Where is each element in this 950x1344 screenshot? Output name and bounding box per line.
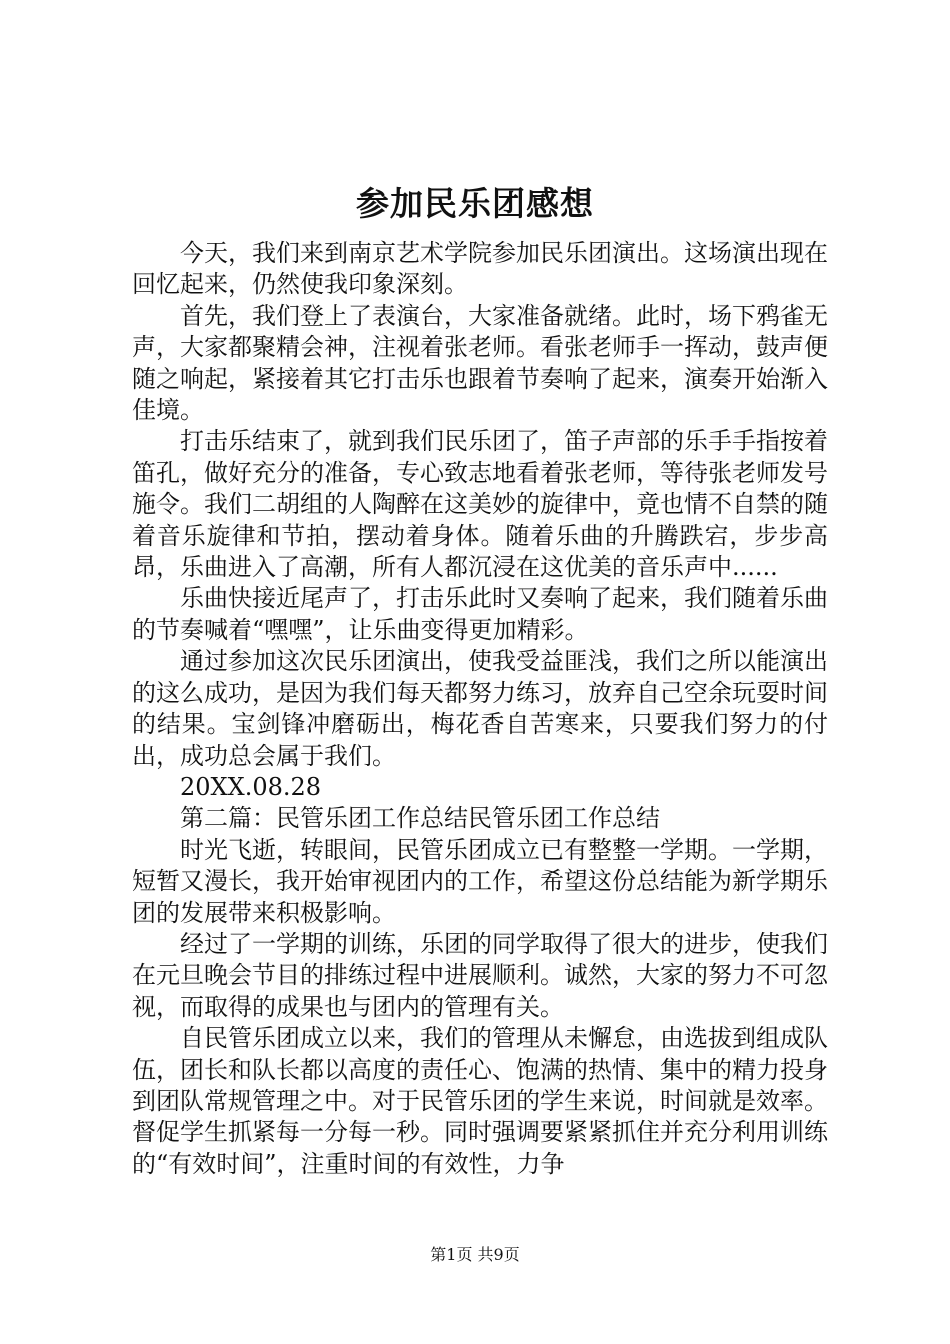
- paragraph: 乐曲快接近尾声了，打击乐此时又奏响了起来，我们随着乐曲的节奏喊着“嘿嘿”，让乐曲变得更加精彩。: [132, 584, 828, 644]
- section-heading: 第二篇：民管乐团工作总结民管乐团工作总结: [180, 804, 660, 833]
- paragraph: 首先，我们登上了表演台，大家准备就绪。此时，场下鸦雀无声，大家都聚精会神，注视着张老师。看张老师手一挥动，鼓声便随之响起，紧接着其它打击乐也跟着节奏响了起来，演奏开始渐入佳境。: [132, 301, 828, 425]
- document-body: [132, 238, 828, 1180]
- paragraph: 打击乐结束了，就到我们民乐团了，笛子声部的乐手手指按着笛孔，做好充分的准备，专心致志地看着张老师，等待张老师发号施令。我们二胡组的人陶醉在这美妙的旋律中，竟也情不自禁的随着音乐旋律和节拍，摆动着身体。随着乐曲的升腾跌宕，步步高昂，乐曲进入了高潮，所有人都沉浸在这优美的音乐声中......: [132, 427, 828, 582]
- paragraph: 通过参加这次民乐团演出，使我受益匪浅，我们之所以能演出的这么成功，是因为我们每天都努力练习，放弃自己空余玩耍时间的结果。宝剑锋冲磨砺出，梅花香自苦寒来，只要我们努力的付出，成功总会属于我们。: [132, 647, 828, 770]
- date-line: 20XX.08.28: [180, 772, 322, 801]
- document-title: 参加民乐团感想: [356, 184, 594, 223]
- page-footer: 第1页 共9页: [430, 1245, 520, 1264]
- paragraph: 经过了一学期的训练，乐团的同学取得了很大的进步，使我们在元旦晚会节目的排练过程中进展顺利。诚然，大家的努力不可忽视，而取得的成果也与团内的管理有关。: [132, 929, 828, 1021]
- paragraph: 今天，我们来到南京艺术学院参加民乐团演出。这场演出现在回忆起来，仍然使我印象深刻。: [132, 239, 828, 299]
- paragraph: 自民管乐团成立以来，我们的管理从未懈怠，由选拔到组成队伍，团长和队长都以高度的责任心、饱满的热情、集中的精力投身到团队常规管理之中。对于民管乐团的学生来说，时间就是效率。督促学生抓紧每一分每一秒。同时强调要紧紧抓住并充分利用训练的“有效时间”，注重时间的有效性，力争: [132, 1024, 828, 1178]
- paragraph: 时光飞逝，转眼间，民管乐团成立已有整整一学期。一学期，短暂又漫长，我开始审视团内的工作，希望这份总结能为新学期乐团的发展带来积极影响。: [132, 835, 828, 927]
